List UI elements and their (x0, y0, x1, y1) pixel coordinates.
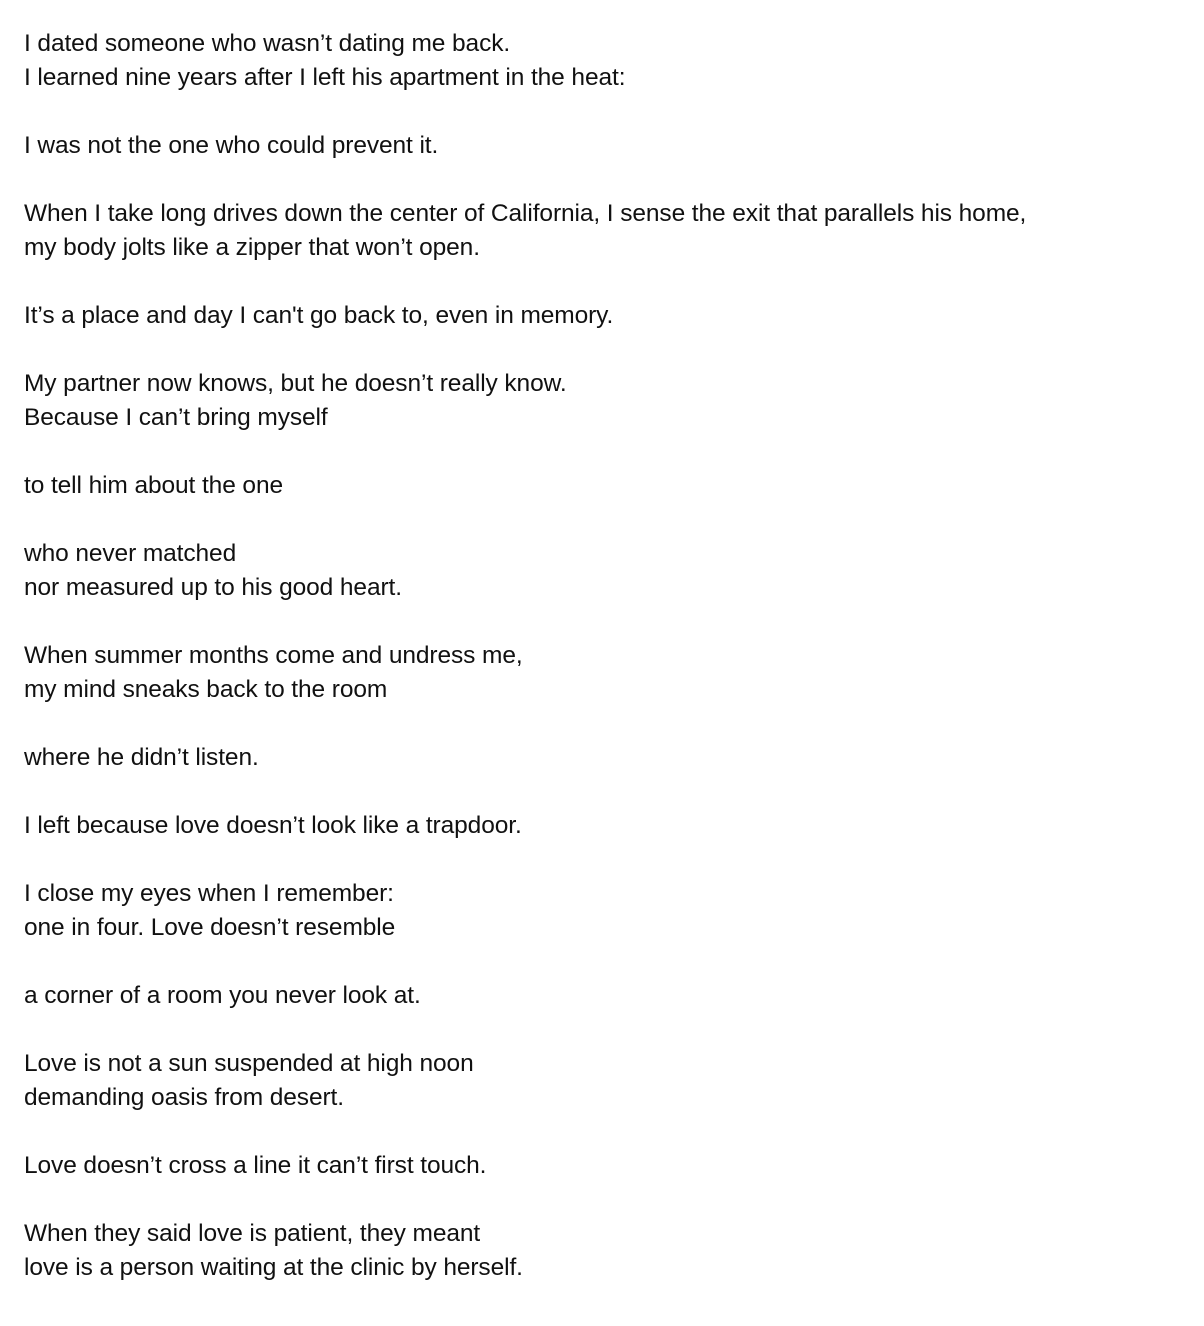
poem-stanza (24, 299, 1184, 333)
poem-stanza (24, 469, 1184, 503)
poem-line: Love doesn’t cross a line it can’t first touch. (24, 1152, 487, 1179)
poem-line: where he didn’t listen. (24, 744, 259, 771)
poem-line: I learned nine years after I left his apartment in the heat: (24, 64, 626, 91)
poem-stanza (24, 27, 1184, 95)
poem-stanza (24, 639, 1184, 707)
poem-body (24, 27, 1184, 1319)
poem-stanza (24, 367, 1184, 435)
poem-stanza (24, 537, 1184, 605)
poem-stanza (24, 979, 1184, 1013)
poem-line: demanding oasis from desert. (24, 1084, 344, 1111)
poem-line: When I take long drives down the center of California, I sense the exit that parallels his home, (24, 200, 1027, 227)
poem-stanza (24, 1047, 1184, 1115)
poem-line: When summer months come and undress me, (24, 642, 523, 669)
poem-line: My partner now knows, but he doesn’t really know. (24, 370, 567, 397)
poem-line: love is a person waiting at the clinic by herself. (24, 1254, 523, 1281)
poem-line: who never matched (24, 540, 237, 567)
poem-line: I was not the one who could prevent it. (24, 132, 439, 159)
poem-stanza (24, 1149, 1184, 1183)
poem-line: one in four. Love doesn’t resemble (24, 914, 396, 941)
poem-line: to tell him about the one (24, 472, 284, 499)
poem-stanza (24, 197, 1184, 265)
poem-line: When they said love is patient, they meant (24, 1220, 481, 1247)
poem-line: It’s a place and day I can't go back to, even in memory. (24, 302, 614, 329)
poem-stanza (24, 809, 1184, 843)
poem-line: I dated someone who wasn’t dating me back. (24, 30, 511, 57)
poem-line: Because I can’t bring myself (24, 404, 328, 431)
poem-line: nor measured up to his good heart. (24, 574, 402, 601)
poem-stanza (24, 129, 1184, 163)
poem-line: I close my eyes when I remember: (24, 880, 394, 907)
poem-line: my body jolts like a zipper that won’t open. (24, 234, 480, 261)
poem-stanza (24, 1217, 1184, 1285)
poem-line: Love is not a sun suspended at high noon (24, 1050, 474, 1077)
poem-line: I left because love doesn’t look like a trapdoor. (24, 812, 522, 839)
poem-line: my mind sneaks back to the room (24, 676, 388, 703)
poem-stanza (24, 741, 1184, 775)
poem-stanza (24, 877, 1184, 945)
poem-line: a corner of a room you never look at. (24, 982, 421, 1009)
